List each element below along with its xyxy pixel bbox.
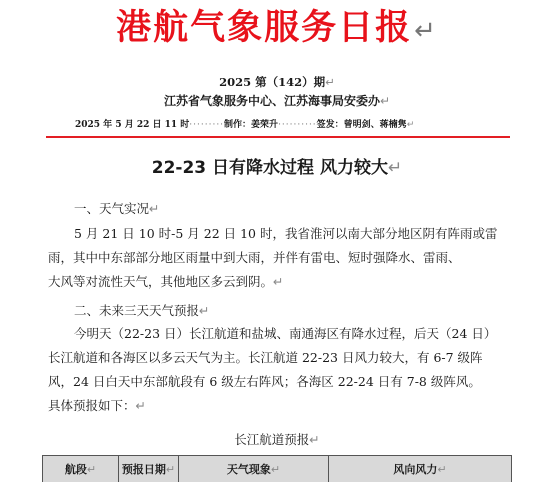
leader-dots: ········· [189, 120, 225, 130]
paragraph-line-last [48, 270, 518, 294]
section-heading-forecast [74, 302, 210, 320]
cell-mark: ↵ [165, 462, 176, 476]
issue-number-text: 2025 第（142）期 [219, 75, 326, 89]
report-signer: 签发：曾明剑、蒋楠隽 [316, 120, 407, 130]
table-header-text: 天气现象 [226, 463, 271, 476]
cell-mark: ↵ [437, 462, 447, 476]
issuing-organization [0, 93, 554, 109]
paragraph-mark: ↵ [149, 201, 160, 216]
paragraph-mark: ↵ [387, 158, 403, 178]
table-title-text: 长江航道预报 [234, 432, 310, 447]
table-title [0, 431, 554, 449]
table-header-cell [119, 456, 179, 482]
leader-dots: ·········· [278, 120, 317, 130]
report-date: 2025 年 5 月 22 日 11 时 [75, 120, 190, 130]
paragraph-line: 雨，其中中东部部分地区雨量中到大雨，并伴有雷电、短时强降水、雷雨、 [48, 250, 461, 265]
cell-mark: ↵ [86, 462, 97, 476]
paragraph-line: 今明天（22-23 日）长江航道和盐城、南通海区有降水过程，后天（24 日） [74, 326, 497, 341]
paragraph-line-text: 大风等对流性天气，其他地区多云到阴。 [48, 274, 274, 289]
table-header-cell [43, 456, 119, 482]
issue-number [0, 74, 554, 90]
paragraph-mark: ↵ [379, 94, 391, 108]
paragraph-line: 5 月 21 日 10 时-5 月 22 日 10 时，我省淮河以南大部分地区阴有阵雨或雷 [74, 226, 498, 241]
table-header-cell [179, 456, 329, 482]
observations-paragraph [48, 222, 518, 294]
paragraph-line-last [48, 394, 518, 418]
section-heading-text: 二、未来三天天气预报 [74, 303, 200, 318]
report-title [0, 6, 554, 53]
table-header-cell [329, 456, 511, 482]
forecast-paragraph [48, 322, 518, 418]
table-header-text: 风向风力 [393, 463, 438, 476]
table-header-text: 预报日期 [121, 463, 166, 476]
table-header-text: 航段 [64, 463, 87, 476]
paragraph-mark: ↵ [309, 432, 320, 447]
issuing-organization-text: 江苏省气象服务中心、江苏海事局安委办 [163, 94, 380, 108]
section-heading-observations [74, 200, 160, 218]
report-editor: 制作：姜荣升 [224, 120, 279, 130]
header-red-rule [46, 136, 510, 138]
paragraph-mark: ↵ [199, 303, 210, 318]
report-headline-text: 22-23 日有降水过程 风力较大 [151, 158, 388, 178]
paragraph-mark: ↵ [273, 274, 284, 289]
paragraph-mark: ↵ [406, 120, 415, 130]
paragraph-line-text: 具体预报如下： [48, 398, 136, 413]
report-title-text: 港航气象服务日报 [116, 8, 413, 48]
cell-mark: ↵ [270, 462, 281, 476]
paragraph-mark: ↵ [325, 75, 335, 89]
paragraph-line: 长江航道和各海区以多云天气为主。长江航道 22-23 日风力较大，有 6-7 级阵 [48, 350, 483, 365]
paragraph-mark: ↵ [135, 398, 146, 413]
report-meta-line [75, 119, 535, 132]
report-headline [0, 156, 554, 180]
paragraph-mark: ↵ [414, 16, 438, 46]
paragraph-line: 风，24 日白天中东部航段有 6 级左右阵风；各海区 22-24 日有 7-8 级阵风。 [48, 374, 481, 389]
section-heading-text: 一、天气实况 [74, 201, 150, 216]
forecast-table-header [42, 455, 512, 482]
